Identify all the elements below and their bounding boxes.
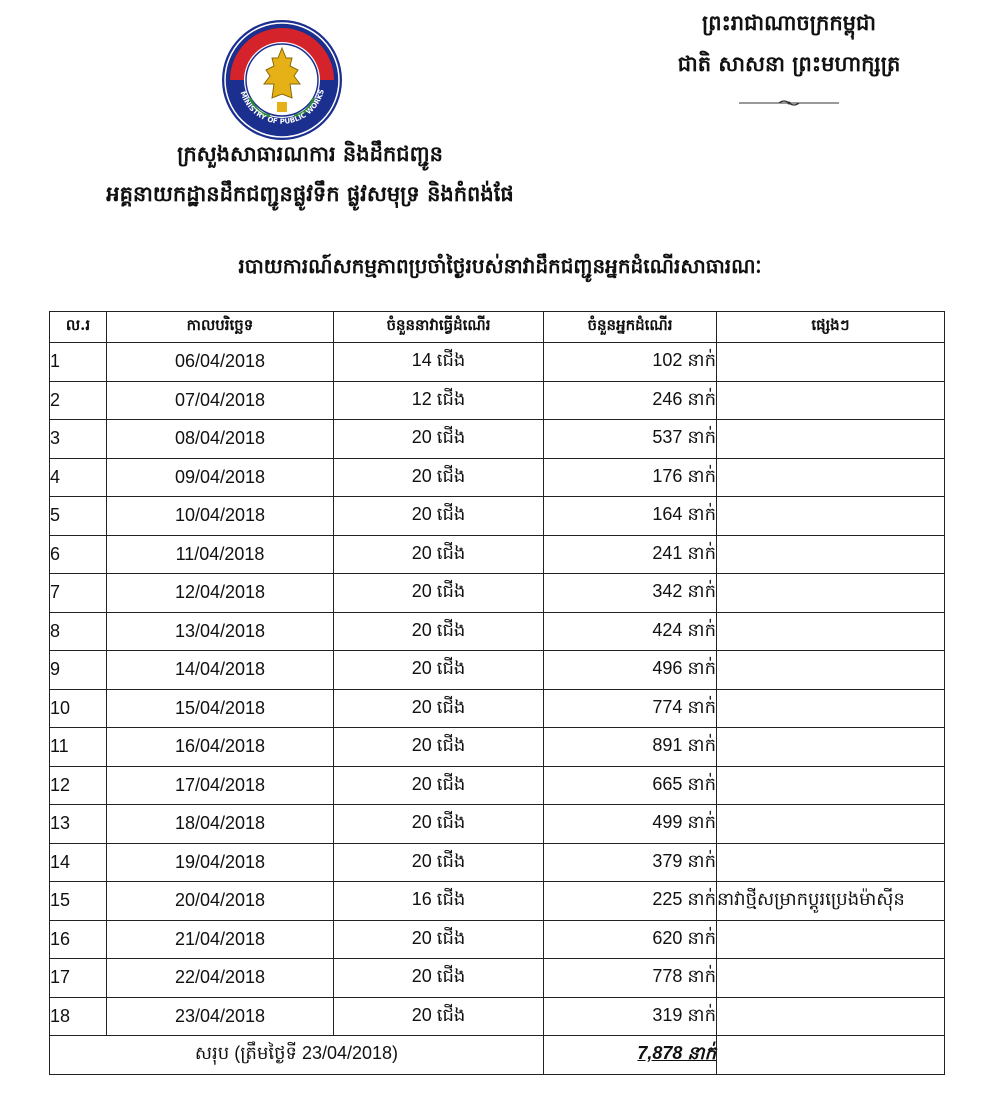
cell-note: [717, 497, 945, 536]
cell-note: [717, 343, 945, 382]
cell-boats: 20 ជើង: [334, 497, 544, 536]
cell-note: នាវាថ្មីសម្រាកប្តូរប្រេងម៉ាស៊ីន: [717, 882, 945, 921]
cell-passengers: 225 នាក់: [544, 882, 717, 921]
cell-no: 13: [50, 805, 107, 844]
total-value: 7,878 នាក់: [544, 1036, 717, 1075]
cell-date: 07/04/2018: [107, 381, 334, 420]
table-row: [50, 381, 945, 420]
cell-date: 15/04/2018: [107, 689, 334, 728]
cell-boats: 20 ជើង: [334, 458, 544, 497]
table-row: [50, 651, 945, 690]
cell-boats: 20 ជើង: [334, 535, 544, 574]
table-row: [50, 458, 945, 497]
cell-note: [717, 997, 945, 1036]
cell-no: 2: [50, 381, 107, 420]
cell-boats: 12 ជើង: [334, 381, 544, 420]
cell-boats: 20 ជើង: [334, 959, 544, 998]
cell-passengers: 246 នាក់: [544, 381, 717, 420]
ministry-header: [0, 138, 620, 210]
table-row: [50, 612, 945, 651]
cell-no: 15: [50, 882, 107, 921]
cell-date: 06/04/2018: [107, 343, 334, 382]
cell-no: 18: [50, 997, 107, 1036]
cell-note: [717, 420, 945, 459]
cell-no: 10: [50, 689, 107, 728]
cell-boats: 20 ជើង: [334, 728, 544, 767]
cell-passengers: 164 នាក់: [544, 497, 717, 536]
table-row: [50, 420, 945, 459]
cell-date: 19/04/2018: [107, 843, 334, 882]
cell-note: [717, 574, 945, 613]
cell-note: [717, 766, 945, 805]
table-row: [50, 497, 945, 536]
department-name: អគ្គនាយកដ្ឋានដឹកជញ្ជូនផ្លូវទឹក ផ្លូវសមុទ្រ និងកំពង់ផែ: [106, 181, 514, 206]
cell-date: 10/04/2018: [107, 497, 334, 536]
cell-no: 12: [50, 766, 107, 805]
cell-boats: 20 ជើង: [334, 766, 544, 805]
cell-passengers: 102 នាក់: [544, 343, 717, 382]
cell-boats: 20 ជើង: [334, 997, 544, 1036]
total-label: សរុប (ត្រឹមថ្ងៃទី 23/04/2018): [50, 1036, 544, 1075]
report-title: របាយការណ៍សកម្មភាពប្រចាំថ្ងៃរបស់នាវាដឹកជញ្ជូនអ្នកដំណើរសាធារណៈ: [238, 254, 762, 278]
ministry-logo: [220, 18, 344, 142]
cell-passengers: 620 នាក់: [544, 920, 717, 959]
cell-note: [717, 920, 945, 959]
col-header-passengers: ចំនួនអ្នកដំណើរ: [544, 312, 717, 343]
cell-boats: 20 ជើង: [334, 843, 544, 882]
cell-no: 9: [50, 651, 107, 690]
cell-note: [717, 612, 945, 651]
col-header-boats: ចំនួននាវាធ្វើដំណើរ: [334, 312, 544, 343]
cell-note: [717, 805, 945, 844]
table-header-row: [50, 312, 945, 343]
cell-boats: 20 ជើង: [334, 689, 544, 728]
cell-no: 16: [50, 920, 107, 959]
cell-date: 13/04/2018: [107, 612, 334, 651]
cell-passengers: 537 នាក់: [544, 420, 717, 459]
cell-passengers: 241 នាក់: [544, 535, 717, 574]
cell-passengers: 499 នាក់: [544, 805, 717, 844]
cell-no: 6: [50, 535, 107, 574]
cell-no: 3: [50, 420, 107, 459]
cell-date: 09/04/2018: [107, 458, 334, 497]
table-row: [50, 728, 945, 767]
cell-boats: 20 ជើង: [334, 612, 544, 651]
logo-ring-text: MINISTRY OF PUBLIC WORKS: [238, 88, 326, 126]
ministry-name: ក្រសួងសាធារណការ និងដឹកជញ្ជូន: [177, 141, 443, 166]
table-row: [50, 997, 945, 1036]
cell-note: [717, 689, 945, 728]
cell-note: [717, 843, 945, 882]
kingdom-header: [634, 8, 944, 111]
cell-no: 11: [50, 728, 107, 767]
cell-date: 11/04/2018: [107, 535, 334, 574]
cell-no: 4: [50, 458, 107, 497]
cell-no: 8: [50, 612, 107, 651]
cell-date: 22/04/2018: [107, 959, 334, 998]
cell-passengers: 665 នាក់: [544, 766, 717, 805]
total-note-cell: [717, 1036, 945, 1075]
passenger-report-table: [49, 311, 945, 1075]
cell-no: 17: [50, 959, 107, 998]
kingdom-line-2: ជាតិ សាសនា ព្រះមហាក្សត្រ: [677, 51, 901, 76]
cell-passengers: 319 នាក់: [544, 997, 717, 1036]
kingdom-line-1: ព្រះរាជាណាចក្រកម្ពុជា: [701, 10, 876, 35]
cell-no: 5: [50, 497, 107, 536]
table-row: [50, 843, 945, 882]
table-row: [50, 920, 945, 959]
cell-date: 17/04/2018: [107, 766, 334, 805]
cell-passengers: 891 នាក់: [544, 728, 717, 767]
col-header-date: កាលបរិច្ឆេទ: [107, 312, 334, 343]
cell-passengers: 176 នាក់: [544, 458, 717, 497]
cell-date: 08/04/2018: [107, 420, 334, 459]
table-row: [50, 574, 945, 613]
ornament-divider-icon: [739, 92, 839, 111]
cell-passengers: 778 នាក់: [544, 959, 717, 998]
table-row: [50, 343, 945, 382]
cell-date: 21/04/2018: [107, 920, 334, 959]
cell-note: [717, 535, 945, 574]
cell-date: 16/04/2018: [107, 728, 334, 767]
cell-passengers: 342 នាក់: [544, 574, 717, 613]
table-row: [50, 959, 945, 998]
cell-date: 23/04/2018: [107, 997, 334, 1036]
cell-boats: 20 ជើង: [334, 805, 544, 844]
cell-note: [717, 728, 945, 767]
table-row: [50, 689, 945, 728]
cell-passengers: 424 នាក់: [544, 612, 717, 651]
cell-passengers: 774 នាក់: [544, 689, 717, 728]
cell-no: 14: [50, 843, 107, 882]
cell-boats: 20 ជើង: [334, 574, 544, 613]
col-header-no: ល.រ: [50, 312, 107, 343]
cell-boats: 16 ជើង: [334, 882, 544, 921]
cell-boats: 20 ជើង: [334, 651, 544, 690]
cell-date: 20/04/2018: [107, 882, 334, 921]
cell-no: 7: [50, 574, 107, 613]
cell-date: 18/04/2018: [107, 805, 334, 844]
cell-boats: 14 ជើង: [334, 343, 544, 382]
cell-note: [717, 381, 945, 420]
cell-boats: 20 ជើង: [334, 920, 544, 959]
cell-no: 1: [50, 343, 107, 382]
cell-note: [717, 458, 945, 497]
col-header-notes: ផ្សេងៗ: [717, 312, 945, 343]
cell-date: 12/04/2018: [107, 574, 334, 613]
cell-note: [717, 959, 945, 998]
total-row: [50, 1036, 945, 1075]
cell-boats: 20 ជើង: [334, 420, 544, 459]
cell-note: [717, 651, 945, 690]
ministry-seal-icon: [220, 18, 344, 142]
table-row: [50, 805, 945, 844]
table-row: [50, 766, 945, 805]
cell-passengers: 379 នាក់: [544, 843, 717, 882]
table-row: [50, 535, 945, 574]
cell-passengers: 496 នាក់: [544, 651, 717, 690]
cell-date: 14/04/2018: [107, 651, 334, 690]
table-row: [50, 882, 945, 921]
